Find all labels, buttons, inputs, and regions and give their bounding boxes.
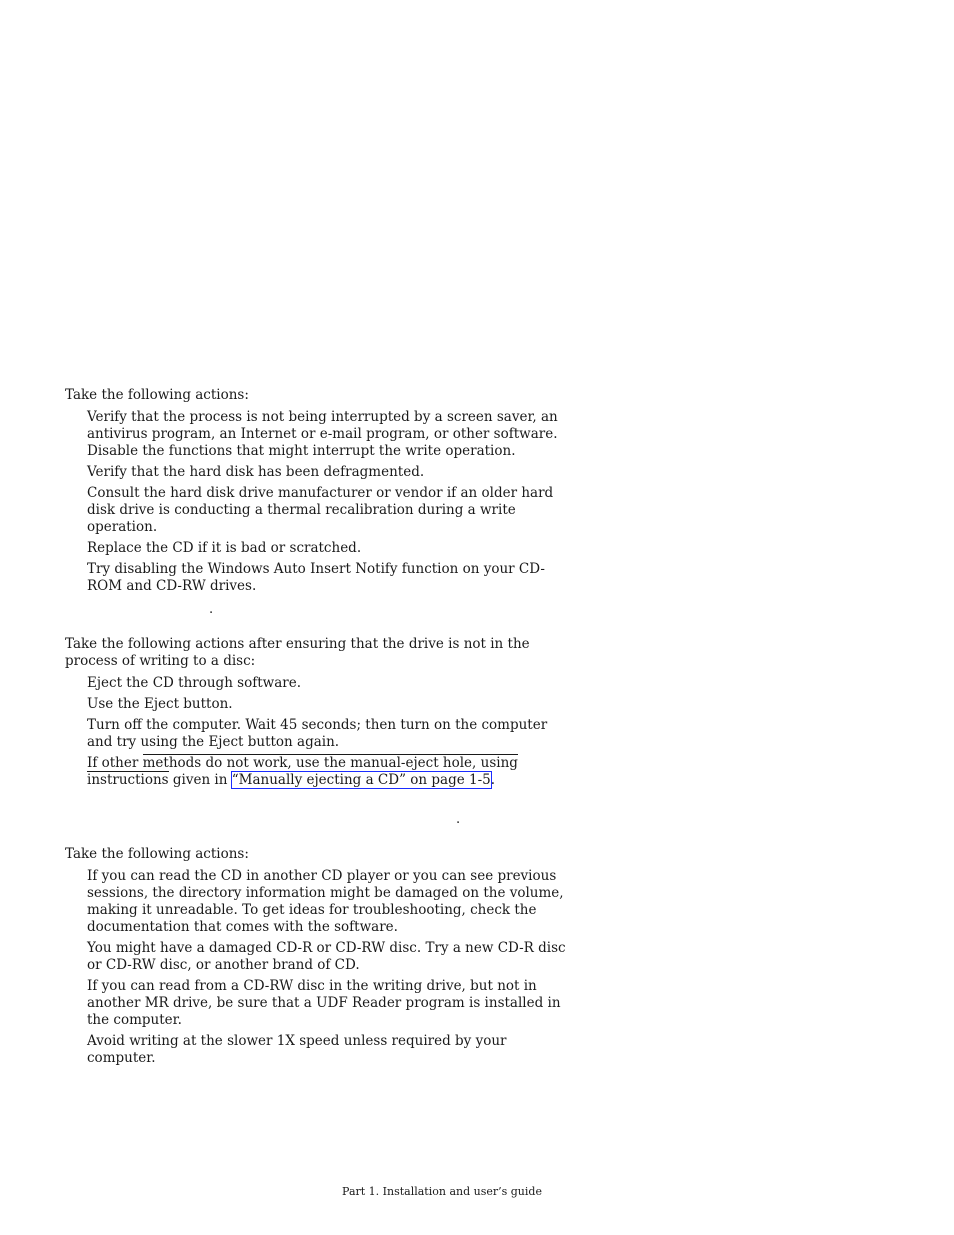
- item-text: .: [490, 772, 496, 788]
- list-item: Try disabling the Windows Auto Insert Notify function on your CD-ROM and CD-RW drives.: [87, 561, 545, 594]
- heading-dot: .: [456, 812, 461, 827]
- list-item: Use the Eject button.: [87, 696, 233, 712]
- section-intro: Take the following actions:: [65, 846, 249, 862]
- list-item: You might have a damaged CD-R or CD-RW disc. Try a new CD-R disc or CD-RW disc, or another brand of CD.: [87, 940, 566, 973]
- action-list: [65, 868, 570, 1067]
- page-footer: Part 1. Installation and user’s guide: [342, 1185, 542, 1198]
- list-item: Eject the CD through software.: [87, 675, 301, 691]
- section-read-failure: [65, 846, 570, 1067]
- section-cd-eject: [65, 636, 570, 789]
- item-text: If other: [87, 755, 143, 771]
- action-list: [65, 409, 570, 595]
- item-text: given in: [168, 772, 232, 788]
- section-intro: Take the following actions:: [65, 387, 249, 403]
- manual-eject-link[interactable]: “Manually ejecting a CD” on page 1-5: [231, 772, 491, 788]
- list-item: If you can read the CD in another CD player or you can see previous sessions, the directory information might be damaged on the volume, making it unreadable. To get ideas for troubleshooting, check the documentation that comes with the software.: [87, 868, 564, 935]
- list-item: Turn off the computer. Wait 45 seconds; then turn on the computer and try using the Eject button again.: [87, 717, 548, 750]
- heading-dot: .: [209, 602, 214, 617]
- list-item: If you can read from a CD-RW disc in the writing drive, but not in another MR drive, be sure that a UDF Reader program is installed in the computer.: [87, 978, 561, 1028]
- section-intro: Take the following actions after ensuring that the drive is not in the process of writing to a disc:: [65, 636, 530, 669]
- list-item: Verify that the hard disk has been defragmented.: [87, 464, 425, 480]
- action-list: [65, 675, 570, 789]
- list-item: [87, 755, 570, 789]
- list-item: Consult the hard disk drive manufacturer or vendor if an older hard disk drive is conducting a thermal recalibration during a write operation.: [87, 485, 554, 535]
- item-text-rule: methods do not work, use the manual-eject hole, using instructions: [87, 755, 518, 788]
- list-item: Avoid writing at the slower 1X speed unless required by your computer.: [87, 1033, 507, 1066]
- list-item: Verify that the process is not being interrupted by a screen saver, an antivirus program, an Internet or e-mail program, or other software. Disable the functions that might interrupt the write operation.: [87, 409, 558, 459]
- section-write-failure: [65, 387, 570, 595]
- list-item: Replace the CD if it is bad or scratched.: [87, 540, 362, 556]
